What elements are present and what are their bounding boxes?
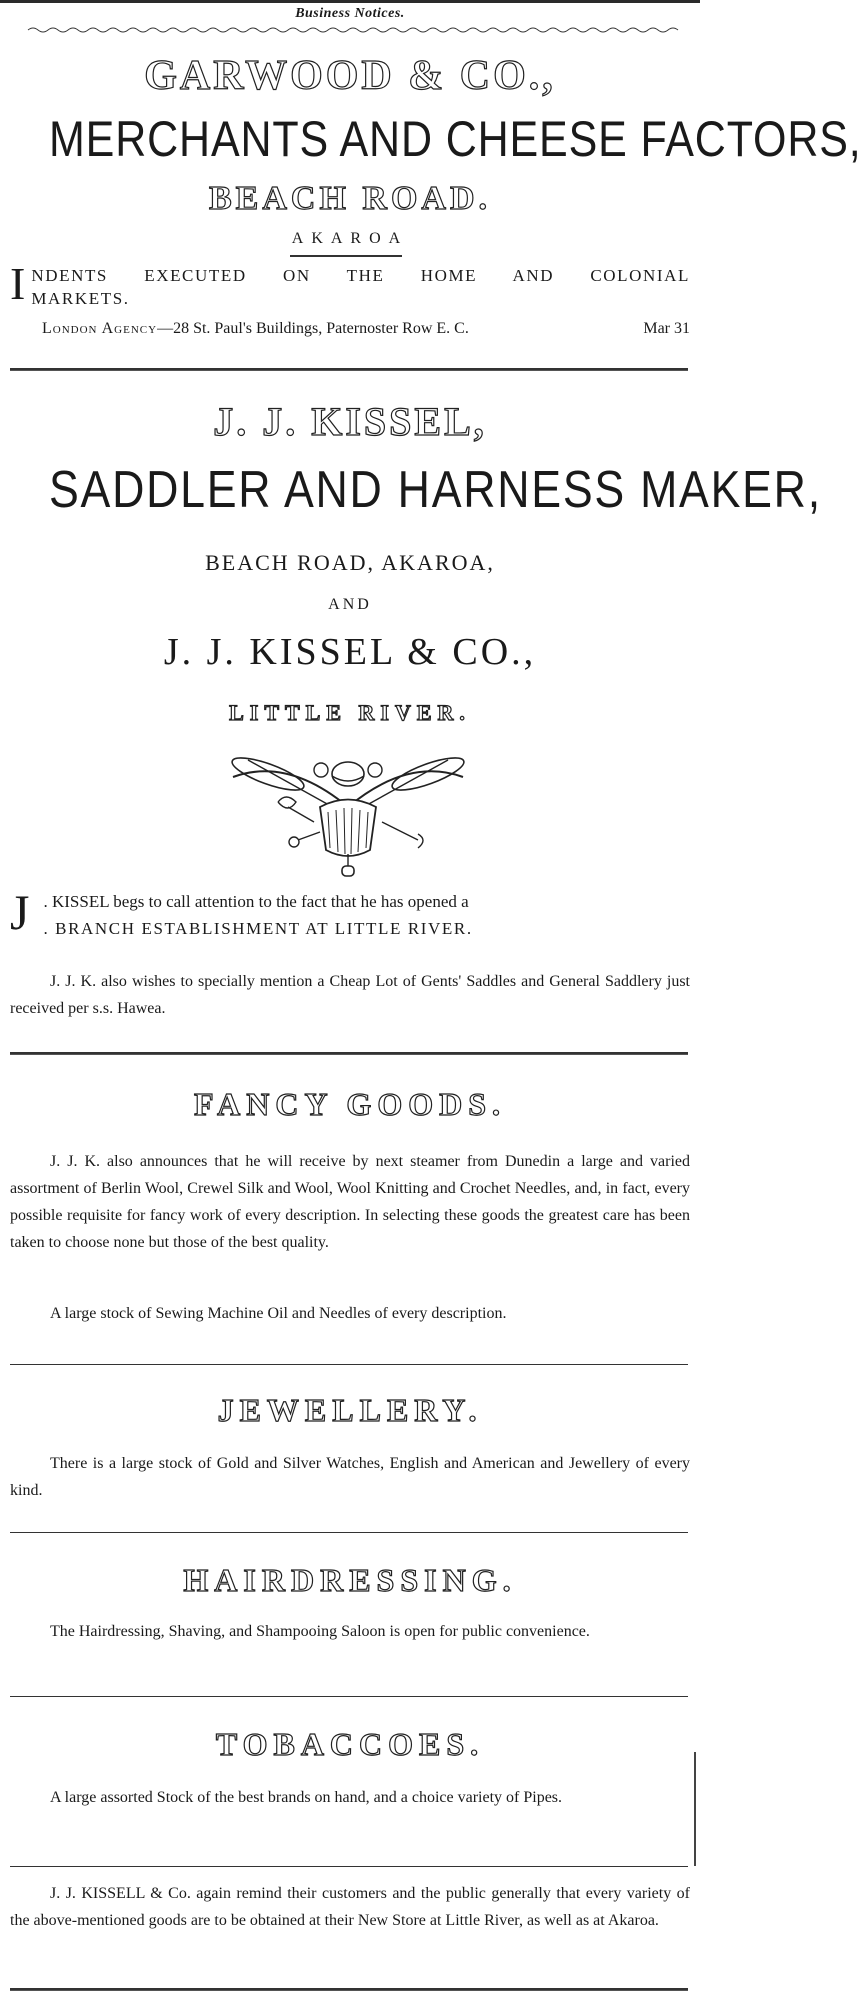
agency-text: —28 St. Paul's Buildings, Paternoster Row E. C. [157,320,469,337]
fancy-goods-oil-para: A large stock of Sewing Machine Oil and Needles of every description. [50,1305,507,1322]
kissel-notice-line2: . BRANCH ESTABLISHMENT AT LITTLE RIVER. [43,919,473,938]
garwood-trade: MERCHANTS AND CHEESE FACTORS, [49,111,862,167]
closing-para: J. J. KISSELL & Co. again remind their customers and the public generally that every variety of the above-mentioned goods are to be obtained at their New Store at Little River, as well as at Akaroa. [10,1885,690,1929]
tobaccoes-para: A large assorted Stock of the best brands on hand, and a choice variety of Pipes. [50,1789,563,1806]
garwood-date: Mar 31 [643,320,690,337]
wavy-divider [28,26,678,34]
jewellery-para: There is a large stock of Gold and Silver Watches, English and American and Jewellery of every kind. [10,1455,690,1499]
jewellery-heading: JEWELLERY. [217,1392,483,1428]
garwood-name: GARWOOD & CO., [144,53,556,99]
kissel-name2: J. J. KISSEL & CO., [163,631,537,673]
tobaccoes-heading: TOBACCOES. [215,1726,485,1762]
bottom-divider [10,1988,688,1991]
kissel-address: BEACH ROAD, AKAROA, [205,550,495,575]
section-divider [10,1866,688,1867]
top-border [0,0,700,3]
section-divider [10,1364,688,1365]
kissel-notice-dropcap: J [10,884,30,940]
column-edge-rule [694,1752,696,1866]
section-divider [10,368,688,371]
section-divider [10,1532,688,1533]
garwood-town-underline [290,255,402,257]
fancy-goods-para: J. J. K. also announces that he will receive by next steamer from Dunedin a large and varied assortment of Berlin Wool, Crewel Silk and Wool, Wool Knitting and Crochet Needles, and, in fact, every possible requisite for fancy work of every description. In selecting these goods the greatest care has been taken to choose none but those of the best quality. [10,1153,690,1251]
garwood-town: AKAROA [291,230,409,247]
hairdressing-heading: HAIRDRESSING. [183,1562,517,1598]
fancy-goods-heading: FANCY GOODS. [194,1086,506,1122]
section-divider [10,1052,688,1055]
saddle-and-harness-icon [228,752,468,882]
hairdressing-para: The Hairdressing, Shaving, and Shampooing Saloon is open for public convenience. [50,1623,590,1640]
garwood-agency [42,320,690,338]
agency-label: London Agency [42,320,158,337]
kissel-notice-line1: . KISSEL begs to call attention to the fact that he has opened a [43,892,469,911]
section-header: Business Notices. [295,6,405,21]
kissel-and: AND [328,596,372,613]
garwood-address: BEACH ROAD. [208,180,492,217]
section-divider [10,1696,688,1697]
garwood-indents-text: NDENTS EXECUTED ON THE HOME AND COLONIAL MARKETS. [31,266,690,308]
kissel-trade: SADDLER AND HARNESS MAKER, [49,461,822,519]
garwood-indents-dropcap: I [10,258,26,309]
garwood-indents [10,258,690,310]
kissel-cheap-lot: J. J. K. also wishes to specially mention a Cheap Lot of Gents' Saddles and General Saddlery just received per s.s. Hawea. [10,973,690,1017]
kissel-notice [10,884,690,942]
kissel-location2: LITTLE RIVER. [229,700,471,725]
kissel-name: J. J. KISSEL, [213,399,487,444]
